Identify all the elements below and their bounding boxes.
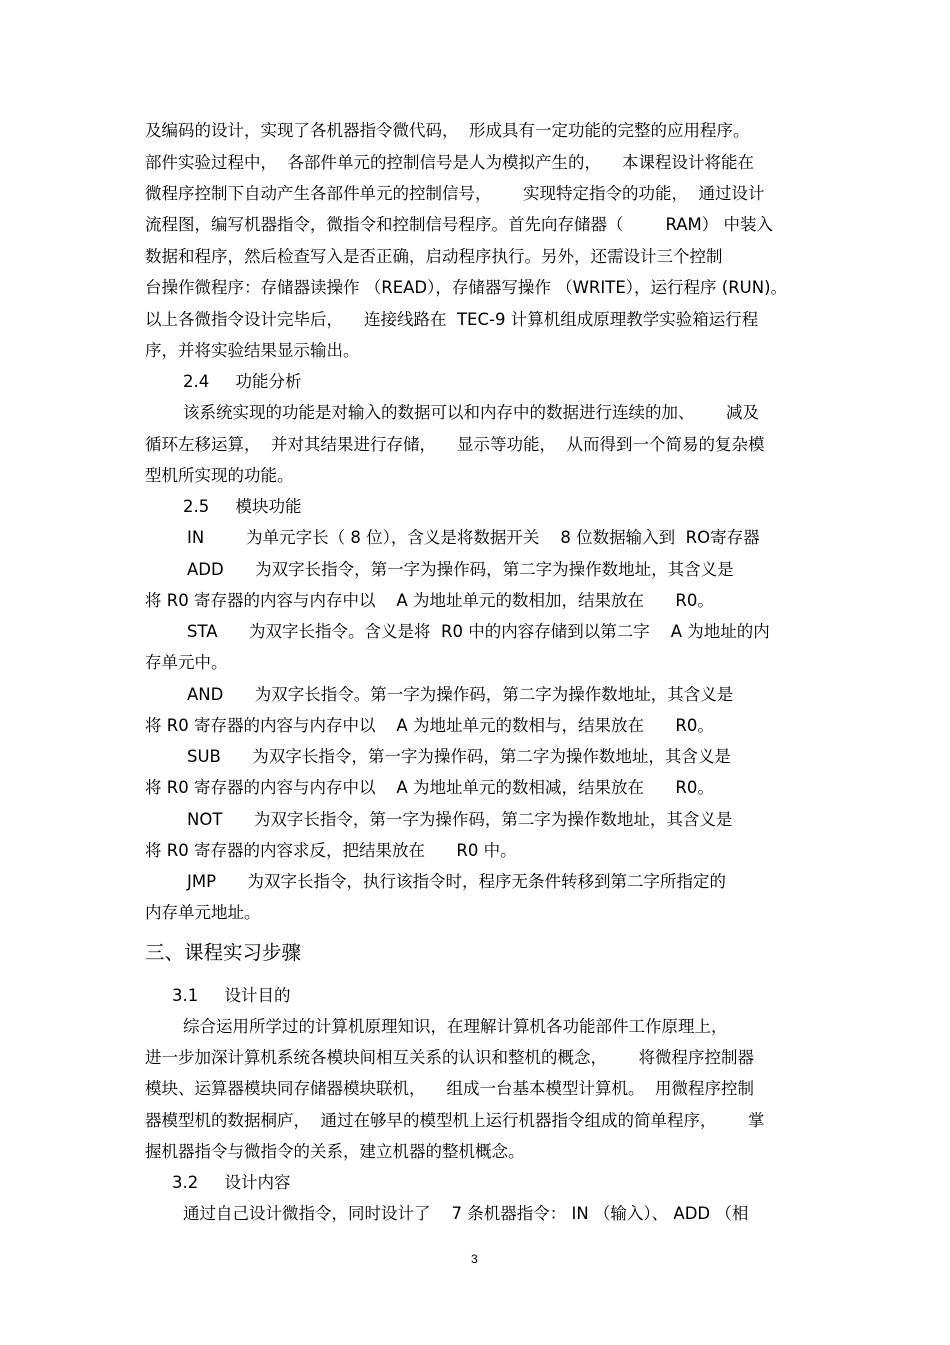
chapter-heading: 三、课程实习步骤 (145, 941, 302, 964)
instruction-line-add: ADD 为双字长指令，第一字为操作码，第二字为操作数地址，其含义是 (187, 560, 734, 579)
instruction-line-not: NOT 为双字长指令，第一字为操作码，第二字为操作数地址，其含义是 (187, 810, 733, 829)
body-text-line: 微程序控制下自动产生各部件单元的控制信号， 实现特定指令的功能， 通过设计 (145, 184, 765, 203)
body-text-line: 数据和程序，然后检查写入是否正确，启动程序执行。另外，还需设计三个控制 (145, 247, 723, 266)
body-text-line: 综合运用所学过的计算机原理知识，在理解计算机各功能部件工作原理上， (183, 1017, 728, 1036)
body-text-line: 内存单元地址。 (145, 903, 261, 922)
body-text-line: 将 R0 寄存器的内容与内存中以 A 为地址单元的数相减，结果放在 R0。 (145, 778, 714, 797)
body-text-line: 型机所实现的功能。 (145, 466, 294, 485)
body-text-line: 进一步加深计算机系统各模块间相互关系的认识和整机的概念， 将微程序控制器 (145, 1048, 754, 1067)
body-text-line: 序，并将实验结果显示输出。 (145, 341, 360, 360)
body-text-line: 通过自己设计微指令，同时设计了 7 条机器指令： IN （输入）、 ADD （相 (183, 1204, 749, 1223)
instruction-line-and: AND 为双字长指令。第一字为操作码，第二字为操作数地址，其含义是 (187, 685, 734, 704)
body-text-line: 存单元中。 (145, 653, 228, 672)
instruction-line-sta: STA 为双字长指令。含义是将 R0 中的内容存储到以第二字 A 为地址的内 (187, 622, 770, 641)
body-text-line: 部件实验过程中， 各部件单元的控制信号是人为模拟产生的， 本课程设计将能在 (145, 153, 754, 172)
section-heading-2-4: 2.4 功能分析 (183, 372, 302, 391)
body-text-line: 该系统实现的功能是对输入的数据可以和内存中的数据进行连续的加、 减及 (183, 403, 759, 422)
instruction-line-jmp: JMP 为双字长指令，执行该指令时，程序无条件转移到第二字所指定的 (187, 872, 727, 891)
page-number: 3 (471, 1252, 478, 1266)
body-text-line: 将 R0 寄存器的内容与内存中以 A 为地址单元的数相加，结果放在 R0。 (145, 591, 714, 610)
body-text-line: 流程图，编写机器指令，微指令和控制信号程序。首先向存储器（ RAM） 中装入 (145, 215, 774, 234)
body-text-line: 器模型机的数据桐庐， 通过在够早的模型机上运行机器指令组成的简单程序， 掌 (145, 1111, 765, 1130)
body-text-line: 将 R0 寄存器的内容求反，把结果放在 R0 中。 (145, 841, 517, 860)
instruction-line-in: IN 为单元字长（ 8 位），含义是将数据开关 8 位数据输入到 RO寄存器 (187, 528, 760, 547)
body-text-line: 台操作微程序：存储器读操作 （READ），存储器写操作 （WRITE），运行程序 (RUN)。 (145, 278, 788, 297)
body-text-line: 握机器指令与微指令的关系，建立机器的整机概念。 (145, 1142, 525, 1161)
body-text-line: 将 R0 寄存器的内容与内存中以 A 为地址单元的数相与，结果放在 R0。 (145, 716, 714, 735)
instruction-line-sub: SUB 为双字长指令，第一字为操作码，第二字为操作数地址，其含义是 (187, 747, 731, 766)
section-heading-2-5: 2.5 模块功能 (183, 497, 302, 516)
section-heading-3-2: 3.2 设计内容 (172, 1173, 291, 1192)
body-text-line: 以上各微指令设计完毕后， 连接线路在 TEC-9 计算机组成原理教学实验箱运行程 (145, 310, 759, 329)
body-text-line: 循环左移运算， 并对其结果进行存储， 显示等功能， 从而得到一个简易的复杂模 (145, 435, 765, 454)
section-heading-3-1: 3.1 设计目的 (172, 986, 291, 1005)
body-text-line: 模块、运算器模块同存储器模块联机， 组成一台基本模型计算机。 用微程序控制 (145, 1079, 754, 1098)
body-text-line: 及编码的设计，实现了各机器指令微代码， 形成具有一定功能的完整的应用程序。 (145, 121, 750, 140)
